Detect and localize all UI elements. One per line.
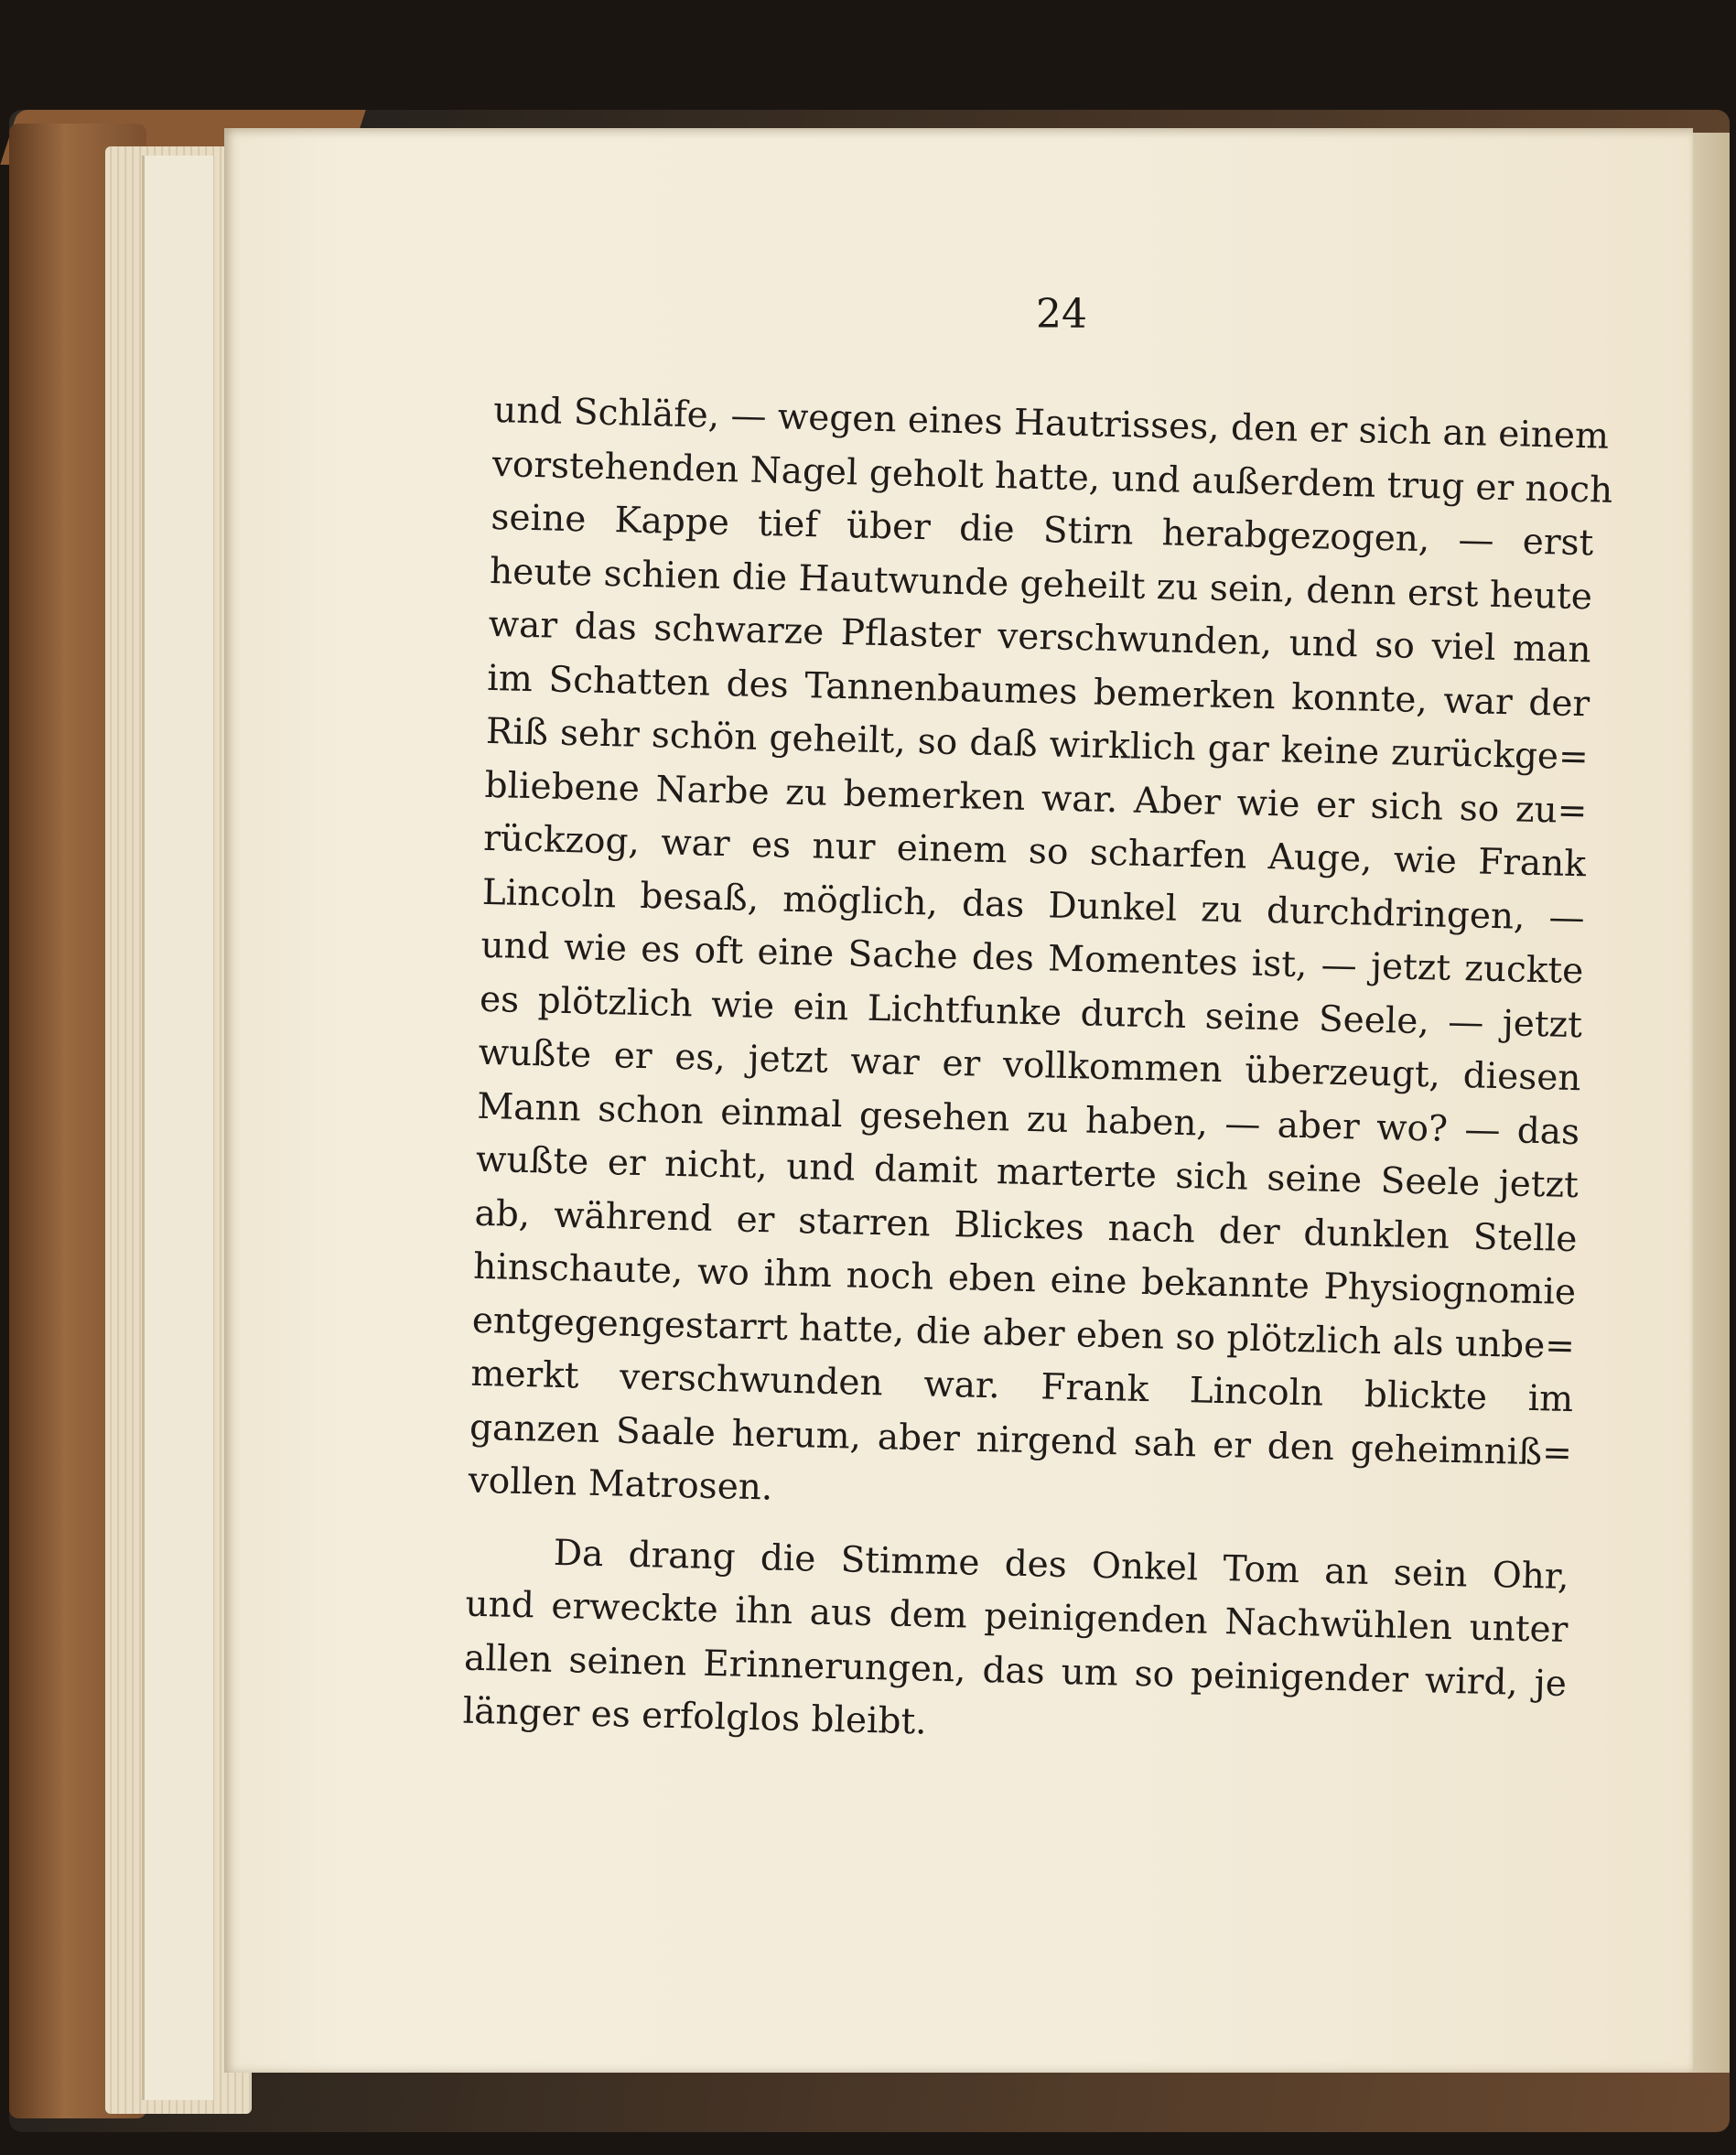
paragraph-1 <box>468 384 1613 1535</box>
text-line: länger es erfolglos bleibt. <box>462 1690 928 1743</box>
page-stack-edge <box>142 156 213 2100</box>
text-line: rückzog, war es nur einem so scharfen Auge, wie Frank <box>482 817 1587 886</box>
text-line: vollen Matrosen. <box>468 1460 773 1509</box>
text-line: wußte er nicht, und damit marterte sich seine Seele jetzt <box>475 1138 1580 1207</box>
text-line: war das schwarze Pflaster verschwunden, und so viel man <box>488 603 1592 672</box>
text-line: allen seinen Erinnerungen, das um so peinigender wird, je <box>463 1637 1568 1705</box>
text-line: wußte er es, jetzt war er vollkommen überzeugt, diesen <box>478 1031 1581 1100</box>
text-line: merkt verschwunden war. Frank Lincoln blickte im <box>469 1352 1574 1421</box>
page-number: 24 <box>1036 291 1087 338</box>
text-line: seine Kappe tief über die Stirn herabgezogen, — erst <box>491 496 1594 565</box>
text-line: und wie es oft eine Sache des Momentes ist, — jetzt zuckte <box>480 924 1584 993</box>
text-line: Da drang die Stimme des Onkel Tom an sein Ohr, <box>553 1532 1570 1598</box>
text-line: Lincoln besaß, möglich, das Dunkel zu durchdringen, — <box>481 871 1586 939</box>
text-line: und erweckte ihn aus dem peinigenden Nachwühlen unter <box>465 1583 1569 1652</box>
text-line: Riß sehr schön geheilt, so daß wirklich gar keine zurückge= <box>485 710 1590 779</box>
text-line: hinschaute, wo ihm noch eben eine bekannte Physiognomie <box>472 1245 1577 1314</box>
paragraph-2 <box>462 1525 1569 1764</box>
text-line: heute schien die Hautwunde geheilt zu sein, denn erst heute <box>489 550 1593 618</box>
body-text <box>462 384 1613 1764</box>
text-line: entgegengestarrt hatte, die aber eben so plötzlich als unbe= <box>471 1299 1576 1367</box>
text-line: bliebene Narbe zu bemerken war. Aber wie er sich so zu= <box>484 764 1588 832</box>
text-line: und Schläfe, — wegen eines Hautrisses, den er sich an einem <box>492 389 1610 458</box>
text-line: es plötzlich wie ein Lichtfunke durch seine Seele, — jetzt <box>479 978 1583 1046</box>
text-line: vorstehenden Nagel geholt hatte, und außerdem trug er noch <box>491 443 1613 512</box>
text-line: ab, während er starren Blickes nach der dunklen Stelle <box>474 1192 1578 1260</box>
text-line: im Schatten des Tannenbaumes bemerken konnte, war der <box>486 657 1590 725</box>
text-line: Mann schon einmal gesehen zu haben, — aber wo? — das <box>476 1085 1580 1153</box>
text-line: ganzen Saale herum, aber nirgend sah er den geheimniß= <box>469 1406 1573 1474</box>
